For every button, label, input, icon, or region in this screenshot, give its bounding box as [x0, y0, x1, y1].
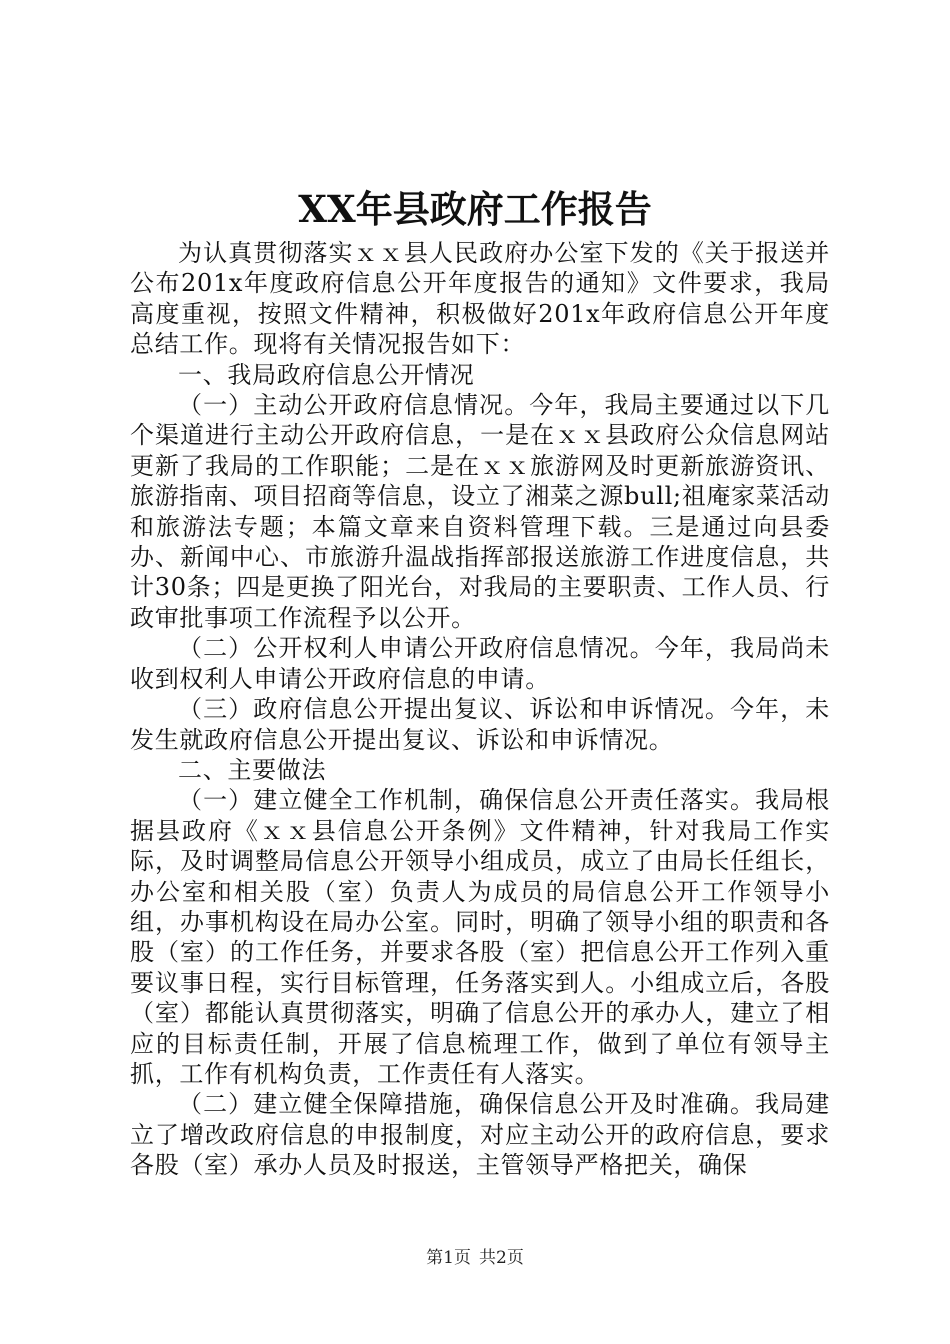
document-title: XX年县政府工作报告	[298, 187, 652, 231]
body-paragraph: （二）公开权利人申请公开政府信息情况。今年，我局尚未收到权利人申请公开政府信息的申请。	[130, 634, 830, 693]
section-heading-2: 二、主要做法	[178, 755, 327, 784]
body-paragraph: （二）建立健全保障措施，确保信息公开及时准确。我局建立了增改政府信息的申报制度，对应主动公开的政府信息，要求各股（室）承办人员及时报送，主管领导严格把关，确保	[130, 1090, 830, 1180]
document-body	[130, 238, 830, 1181]
page-number: 第1页	[426, 1248, 471, 1268]
section-heading-1: 一、我局政府信息公开情况	[178, 360, 475, 389]
body-paragraph: （三）政府信息公开提出复议、诉讼和申诉情况。今年，未发生就政府信息公开提出复议、诉讼和申诉情况。	[130, 695, 830, 754]
body-paragraph: （一）主动公开政府信息情况。今年，我局主要通过以下几个渠道进行主动公开政府信息，一是在ｘｘ县政府公众信息网站更新了我局的工作职能；二是在ｘｘ旅游网及时更新旅游资讯、旅游指南、项目招商等信息，设立了湘菜之源bull;祖庵家菜活动和旅游法专题；本篇文章来自资料管理下载。三是通过向县委办、新闻中心、市旅游升温战指挥部报送旅游工作进度信息，共计30条；四是更换了阳光台，对我局的主要职责、工作人员、行政审批事项工作流程予以公开。	[130, 391, 830, 632]
intro-paragraph: 为认真贯彻落实ｘｘ县人民政府办公室下发的《关于报送并公布201x年度政府信息公开年度报告的通知》文件要求，我局高度重视，按照文件精神，积极做好201x年政府信息公开年度总结工作。现将有关情况报告如下：	[130, 239, 830, 359]
page-footer	[0, 1243, 950, 1268]
page-total: 共2页	[479, 1248, 524, 1268]
body-paragraph: （一）建立健全工作机制，确保信息公开责任落实。我局根据县政府《ｘｘ县信息公开条例》文件精神，针对我局工作实际，及时调整局信息公开领导小组成员，成立了由局长任组长，办公室和相关股（室）负责人为成员的局信息公开工作领导小组，办事机构设在局办公室。同时，明确了领导小组的职责和各股（室）的工作任务，并要求各股（室）把信息公开工作列入重要议事日程，实行目标管理，任务落实到人。小组成立后，各股（室）都能认真贯彻落实，明确了信息公开的承办人，建立了相应的目标责任制，开展了信息梳理工作，做到了单位有领导主抓，工作有机构负责，工作责任有人落实。	[130, 786, 830, 1088]
